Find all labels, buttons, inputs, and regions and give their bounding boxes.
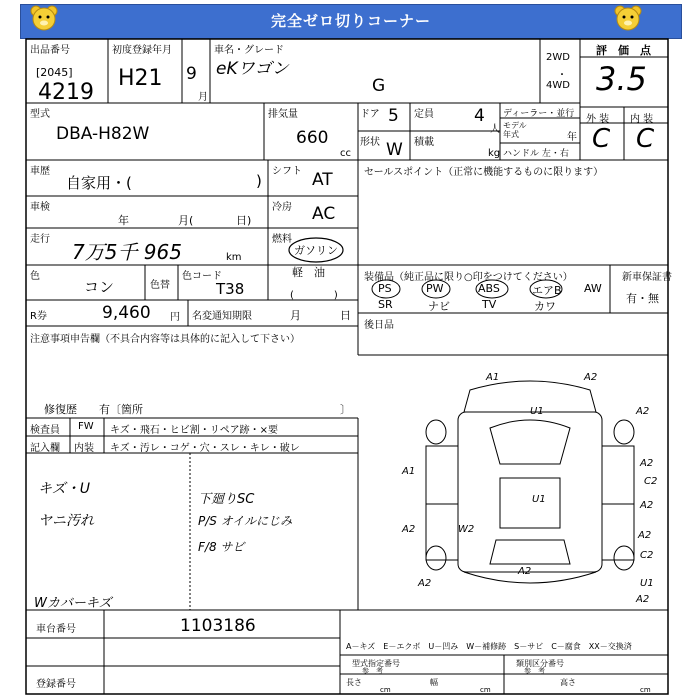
equip-leather: カワ — [534, 300, 556, 313]
lot-number: 4219 — [38, 80, 94, 105]
length-label: 長さ — [346, 678, 362, 687]
first-reg-month: 9 — [186, 64, 197, 84]
displacement-value: 660 — [296, 128, 329, 148]
price-value: 9,460 — [102, 303, 151, 323]
damage-legend: A－キズ E－エクボ U－凹み W－補修跡 S－サビ C－腐食 XX－交換済 — [346, 642, 632, 651]
damage-mark: A2 — [636, 594, 650, 605]
shape-value: W — [386, 140, 403, 160]
interior-row-label: 内装 — [74, 443, 94, 454]
repair-close: 〕 — [340, 403, 351, 416]
equipment-circle-marks — [362, 278, 582, 300]
lot-code: [2045] — [36, 66, 73, 79]
color-value: コン — [84, 278, 115, 296]
shift-value: AT — [312, 170, 333, 190]
length-unit: cm — [380, 686, 391, 694]
first-reg-year: H21 — [118, 66, 163, 91]
equip-tv: TV — [482, 298, 497, 311]
interior-options: キズ・汚レ・コゲ・穴・スレ・キレ・破レ — [110, 443, 300, 454]
model-no-ref: 参 考 — [362, 667, 383, 675]
damage-mark: A1 — [486, 372, 500, 383]
fw-label: FW — [78, 421, 94, 432]
evaluation-score: 3.5 — [596, 60, 647, 98]
mileage-value: 7万5千 965 — [72, 240, 182, 264]
hand-note-nicotine: ヤニ汚れ — [38, 513, 94, 529]
displacement-label: 排気量 — [268, 109, 298, 120]
displacement-unit: cc — [340, 148, 351, 159]
drive-dot: ・ — [557, 70, 567, 81]
name-change-day: 日 — [340, 309, 351, 322]
hand-note-rust: F/8 サビ — [198, 540, 245, 554]
equip-aw: AW — [584, 282, 602, 295]
class-no-ref: 参 考 — [524, 667, 545, 675]
model-value: DBA-H82W — [56, 124, 150, 144]
month-unit: 月 — [198, 92, 208, 103]
damage-mark: A2 — [418, 578, 432, 589]
height-unit: cm — [640, 686, 651, 694]
inspection-label: 車検 — [30, 202, 50, 213]
inspection-day: 日) — [236, 214, 252, 227]
damage-mark: A2 — [518, 566, 532, 577]
equip-pw: PW — [426, 282, 444, 295]
lot-label: 出品番号 — [30, 45, 70, 56]
damage-mark: U1 — [640, 578, 654, 589]
color-code: T38 — [216, 280, 245, 298]
damage-mark: U1 — [530, 406, 544, 417]
hand-note-underbody: 下廻りSC — [198, 492, 255, 507]
aircon-value: AC — [312, 204, 336, 224]
name-change-label: 名変通知期限 — [192, 311, 252, 322]
shift-label: シフト — [272, 166, 302, 177]
chassis-label: 車台番号 — [36, 624, 76, 635]
car-name-value: eKワゴン — [216, 59, 289, 79]
price-unit: 円 — [170, 312, 180, 323]
equip-airbag: エアB — [532, 284, 562, 297]
exterior-label: 外 装 — [586, 114, 610, 125]
fuel-gas: ガソリン — [294, 244, 338, 257]
grade-value: G — [372, 76, 386, 96]
model-year-label: モデル 年式 — [503, 121, 527, 139]
doors-label: ドア — [360, 109, 380, 120]
damage-mark: A2 — [402, 524, 416, 535]
shape-label: 形状 — [360, 137, 380, 148]
handle-label: ハンドル 左・右 — [503, 149, 569, 159]
color-code-label: 色コード — [182, 271, 222, 282]
hand-note-wcover: Wカバーキズ — [34, 596, 112, 611]
fw-options: キズ・飛石・ヒビ割・リペア跡・×要 — [110, 425, 278, 436]
capacity-value: 4 — [474, 106, 485, 126]
inspection-year: 年 — [118, 214, 129, 227]
damage-mark: A2 — [636, 406, 650, 417]
fuel-diesel: 軽 油 — [292, 266, 325, 279]
exterior-grade: C — [592, 124, 611, 154]
inspection-month: 月( — [178, 214, 194, 227]
hand-note-scratch: キズ・U — [38, 481, 90, 497]
repair-history: 修復歴 有〔箇所 — [44, 403, 143, 416]
height-label: 高さ — [560, 678, 576, 687]
color-label: 色 — [30, 271, 40, 282]
price-label: R券 — [30, 311, 47, 322]
year-unit: 年 — [567, 132, 577, 143]
model-no-label: 型式指定番号 — [352, 659, 400, 668]
drive-4wd: 4WD — [546, 80, 570, 91]
equip-ps: PS — [378, 282, 392, 295]
evaluation-label: 評 価 点 — [596, 44, 651, 57]
drive-2wd: 2WD — [546, 52, 570, 63]
damage-mark: A2 — [640, 458, 654, 469]
class-no-label: 類別区分番号 — [516, 659, 564, 668]
load-unit: kg — [488, 148, 501, 159]
fuel-circle-mark — [286, 236, 346, 264]
mileage-unit: km — [226, 252, 242, 263]
first-reg-label: 初度登録年月 — [112, 45, 172, 56]
notes-label: 注意事項申告欄（不具合内容等は具体的に記入して下さい） — [30, 334, 300, 345]
usage-value: 自家用・( — [66, 174, 132, 192]
car-name-label: 車名・グレード — [214, 45, 284, 56]
mileage-label: 走行 — [30, 234, 50, 245]
dealer-label: ディーラー・並行 — [503, 109, 575, 119]
sales-point-label: セールスポイント（正常に機能するものに限ります） — [364, 167, 604, 178]
damage-mark: C2 — [640, 550, 654, 561]
header-title: 完全ゼロ切りコーナー — [270, 12, 431, 30]
usage-label: 車歴 — [30, 166, 50, 177]
aircon-label: 冷房 — [272, 202, 292, 213]
equipment-label: 装備品（純正品に限り○印をつけてください） — [364, 272, 573, 283]
damage-mark: A2 — [638, 530, 652, 541]
rear-item-label: 後日品 — [364, 320, 394, 331]
inspector-label: 検査員 — [30, 425, 60, 436]
chassis-number: 1103186 — [180, 616, 256, 636]
damage-mark: A1 — [402, 466, 416, 477]
fuel-paren: ( ) — [290, 290, 338, 301]
load-label: 積載 — [414, 137, 434, 148]
interior-label: 内 装 — [630, 114, 654, 125]
registration-label: 登録番号 — [36, 679, 76, 690]
name-change-month: 月 — [290, 309, 301, 322]
damage-mark: W2 — [458, 524, 475, 535]
damage-mark: U1 — [532, 494, 546, 505]
inspector-entry-label: 記入欄 — [30, 443, 60, 454]
capacity-unit: 人 — [490, 124, 500, 135]
width-unit: cm — [480, 686, 491, 694]
warranty-value: 有・無 — [626, 292, 659, 305]
capacity-label: 定員 — [414, 109, 434, 120]
width-label: 幅 — [430, 678, 438, 687]
damage-mark: C2 — [644, 476, 658, 487]
equip-navi: ナビ — [428, 300, 450, 313]
doors-value: 5 — [388, 106, 399, 126]
usage-close: ) — [256, 172, 262, 190]
equip-abs: ABS — [478, 282, 500, 295]
warranty-label: 新車保証書 — [622, 272, 672, 283]
hand-note-ps: P/S オイルにじみ — [198, 514, 293, 528]
damage-mark: A2 — [584, 372, 598, 383]
model-label: 型式 — [30, 109, 50, 120]
damage-mark: A2 — [640, 500, 654, 511]
interior-grade: C — [636, 124, 655, 154]
equip-sr: SR — [378, 298, 393, 311]
color-replace-label: 色替 — [150, 280, 170, 291]
fuel-label: 燃料 — [272, 234, 292, 245]
